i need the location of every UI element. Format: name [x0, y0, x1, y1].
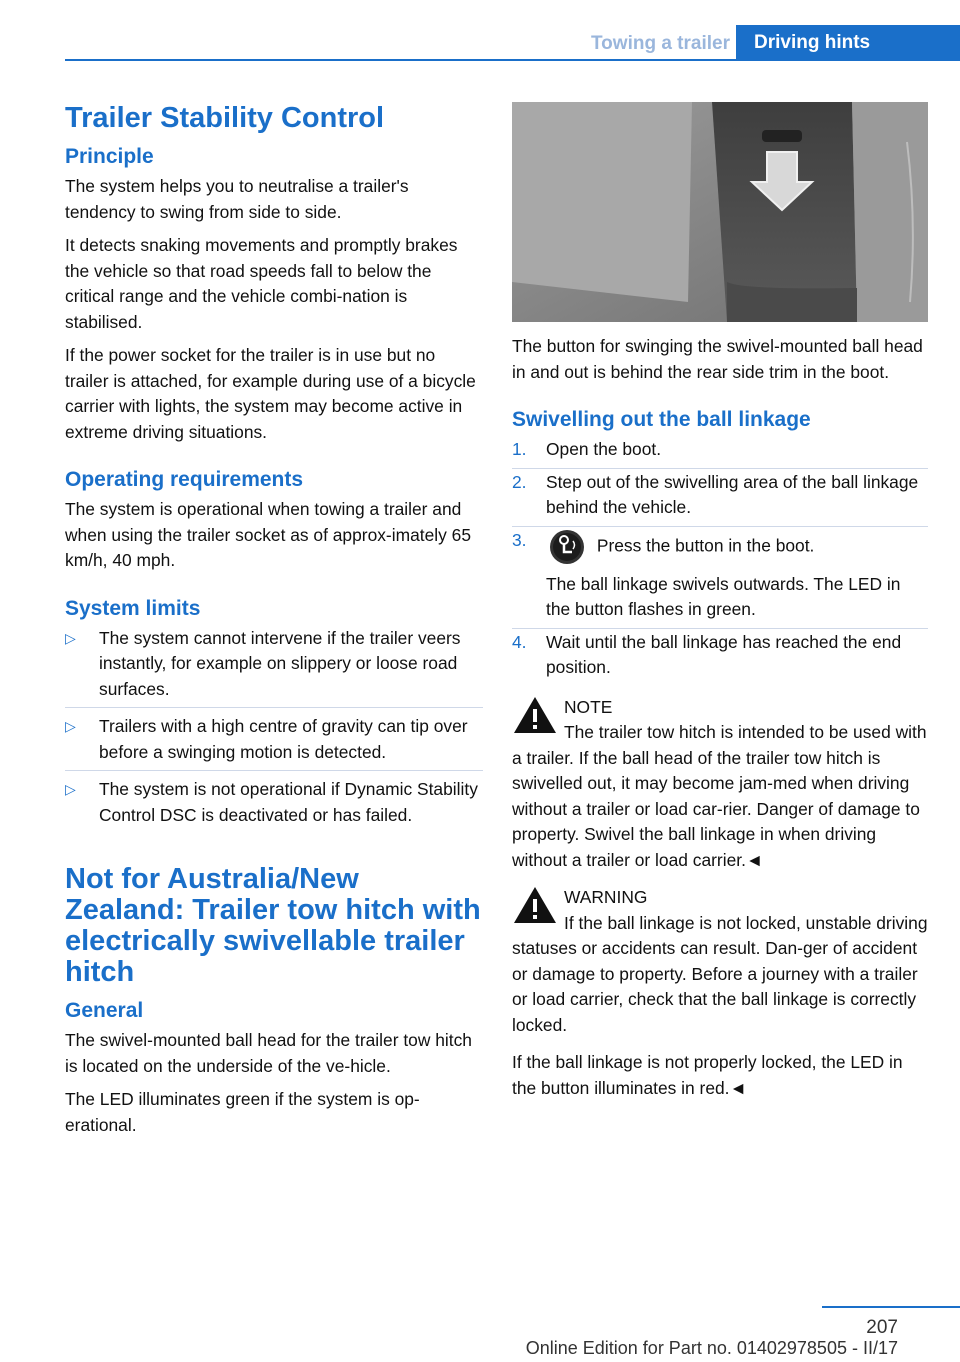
note-title: NOTE [564, 696, 613, 717]
list-item-text: The system is not operational if Dynamic Stability Control DSC is deactivated or has failed. [99, 779, 478, 825]
step-number: 4. [512, 631, 527, 652]
step-subtext: The ball linkage swivels outwards. The LED in the button flashes in green. [546, 573, 901, 619]
principle-paragraph-3: If the power socket for the trailer is in use but no trailer is attached, for example during use of a bicycle carrier with lights, the system may become active in extreme driving situations. [65, 345, 476, 442]
step-number: 3. [512, 529, 527, 550]
limits-heading: System limits [65, 596, 201, 620]
right-column [512, 102, 928, 1109]
warning-triangle-icon [512, 885, 558, 925]
list-item [65, 714, 483, 771]
edition-text: Online Edition for Part no. 01402978505 - II/17 [525, 1338, 898, 1358]
principle-paragraph-2: It detects snaking movements and promptly brakes the vehicle so that road speeds fall to below the critical range and the vehicle combi-nation is stabilised. [65, 235, 458, 332]
list-item [512, 528, 928, 629]
footer-rule [822, 1306, 960, 1308]
triangle-right-icon: ▷ [65, 629, 76, 646]
left-column [65, 102, 483, 1146]
swivel-heading: Swivelling out the ball linkage [512, 408, 811, 431]
page-number: 207 [866, 1317, 898, 1338]
photo-caption: The button for swinging the swivel-mounted ball head in and out is behind the rear side trim in the boot. [512, 336, 923, 382]
step-text: Step out of the swivelling area of the ball linkage behind the vehicle. [546, 471, 919, 517]
note-text: The trailer tow hitch is intended to be used with a trailer. If the ball head of the trailer tow hitch is swivelled out, it may become jam-med when driving without a trailer or load car-rier. Danger of damage to property. Swivel the ball linkage in when driving without a trailer or load carrier.◄ [512, 722, 927, 870]
warning-title: WARNING [564, 887, 648, 907]
closing-paragraph: If the ball linkage is not properly locked, the LED in the button illuminates in red.◄ [512, 1052, 903, 1098]
triangle-right-icon: ▷ [65, 718, 76, 734]
step-text: Press the button in the boot. [596, 535, 815, 556]
tow-hitch-button-icon [548, 528, 586, 566]
triangle-right-icon: ▷ [65, 781, 76, 797]
warning-triangle-icon [512, 695, 558, 735]
list-item-text: Trailers with a high centre of gravity can tip over before a swinging motion is detected. [99, 716, 468, 762]
header-rule [65, 59, 960, 61]
operating-heading: Operating requirements [65, 468, 304, 491]
principle-paragraph-1: The system helps you to neutralise a trailer's tendency to swing from side to side. [65, 176, 409, 222]
step-text: Open the boot. [546, 439, 662, 459]
swivel-steps [512, 437, 928, 687]
list-item [512, 470, 928, 527]
step-number: 1. [512, 439, 527, 459]
section-title: Not for Australia/New Zealand: Trailer tow hitch with electrically swivellable trailer hitch [65, 863, 481, 988]
step-number: 2. [512, 471, 527, 492]
note-block [512, 695, 928, 874]
page-title: Trailer Stability Control [65, 102, 385, 134]
general-heading: General [65, 999, 144, 1022]
warning-block [512, 885, 928, 1038]
limits-list [65, 626, 483, 835]
header-chapter-tab[interactable]: Towing a trailer [590, 33, 730, 54]
general-paragraph-2: The LED illuminates green if the system is op-erational. [65, 1089, 420, 1135]
boot-trim-photo [512, 102, 928, 322]
list-item [65, 626, 483, 709]
operating-paragraph: The system is operational when towing a trailer and when using the trailer socket as of approx-imately 65 km/h, 40 mph. [65, 499, 471, 570]
general-paragraph-1: The swivel-mounted ball head for the trailer tow hitch is located on the underside of the ve-hicle. [65, 1030, 472, 1076]
step-text: Wait until the ball linkage has reached the end position. [546, 631, 902, 677]
list-item [65, 777, 483, 834]
principle-heading: Principle [65, 145, 154, 168]
list-item [512, 437, 928, 469]
header-section-tab[interactable]: Driving hints [736, 25, 960, 61]
list-item-text: The system cannot intervene if the trailer veers instantly, for example on slippery or loose road surfaces. [99, 627, 461, 699]
list-item [512, 630, 928, 687]
warning-text: If the ball linkage is not locked, unstable driving statuses or accidents can result. Dan-ger of accident or damage to property. Before a journey with a trailer or load carrier, check that the ball linkage is correctly locked. [512, 912, 928, 1035]
